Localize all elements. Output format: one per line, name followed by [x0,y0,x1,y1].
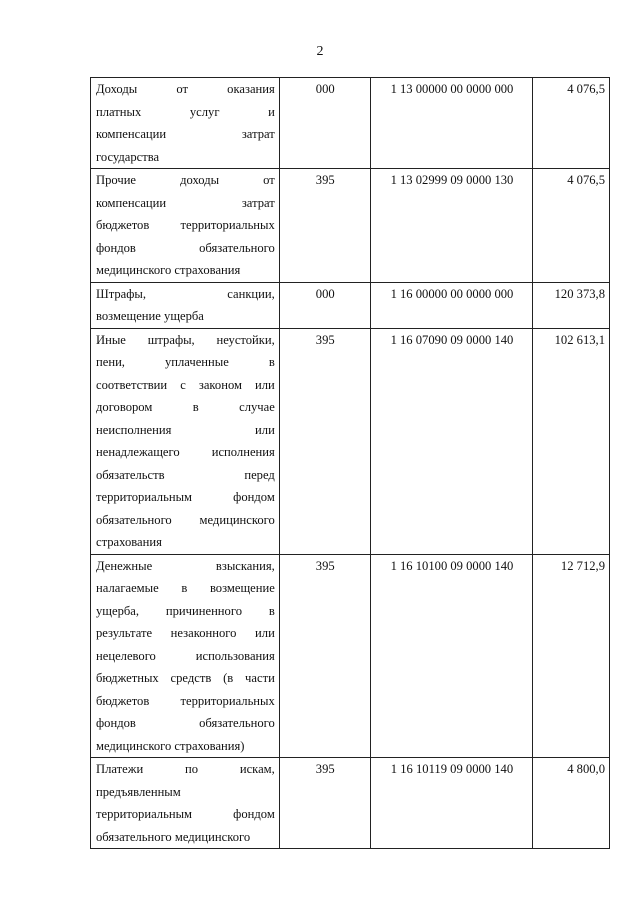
revenue-name-line: Штрафы, санкции, [96,286,275,301]
revenue-name-cell [91,169,280,283]
amount-cell: 12 712,9 [533,554,610,758]
revenue-name-line: результате незаконного или [96,626,275,640]
revenue-name-line: компенсации затрат [96,127,275,141]
revenue-name-line: бюджетов территориальных [96,218,275,232]
revenue-name-line: возмещение ущерба [96,309,204,323]
revenue-name-line: платных услуг и [96,104,275,119]
revenue-name-line: пени, уплаченные в [96,355,275,369]
revenue-name-line: бюджетов территориальных [96,693,275,708]
revenue-name-line: обязательств перед [96,467,275,482]
revenue-name-line: договором в случае [96,400,275,414]
revenue-name-line: обязательного медицинского [96,512,275,527]
table-row [91,758,610,849]
revenue-name-line: Платежи по искам, [96,762,275,776]
budget-classification-code-cell: 1 13 00000 00 0000 000 [370,78,533,169]
revenue-name-line: компенсации затрат [96,195,275,210]
revenue-name-cell [91,758,280,849]
revenue-name-cell [91,554,280,758]
revenue-name-line: налагаемые в возмещение [96,581,275,595]
page-number: 2 [316,44,324,59]
revenue-name-line: нецелевого использования [96,648,275,663]
revenue-name-line: медицинского страхования) [96,738,245,753]
revenue-name-cell [91,328,280,554]
revenue-name-line: территориальным фондом [96,490,275,504]
revenue-name-line: страхования [96,535,162,549]
revenue-name-cell [91,78,280,169]
budget-classification-code-cell: 1 16 10119 09 0000 140 [370,758,533,849]
revenue-name-line: предъявленным [96,784,181,799]
admin-code-cell: 000 [279,78,370,169]
table-row [91,78,610,169]
budget-classification-code-cell: 1 13 02999 09 0000 130 [370,169,533,283]
revenue-name-line: фондов обязательного [96,240,275,255]
revenue-name-line: медицинского страхования [96,263,241,277]
admin-code-cell: 395 [279,758,370,849]
revenue-name-line: соответствии с законом или [96,377,275,392]
revenue-name-line: ненадлежащего исполнения [96,445,275,459]
revenue-name-line: Доходы от оказания [96,82,275,96]
amount-cell: 4 076,5 [533,169,610,283]
revenue-name-line: государства [96,149,160,164]
revenue-name-line: бюджетных средств (в части [96,671,275,685]
admin-code-cell: 000 [279,282,370,328]
revenue-name-line: фондов обязательного [96,716,275,730]
revenue-name-cell [91,282,280,328]
table-row [91,169,610,283]
revenue-name-line: территориальным фондом [96,807,275,821]
revenue-name-line: Денежные взыскания, [96,558,275,573]
revenue-name-line: ущерба, причиненного в [96,603,275,618]
amount-cell: 102 613,1 [533,328,610,554]
budget-classification-code-cell: 1 16 07090 09 0000 140 [370,328,533,554]
revenue-name-line: Прочие доходы от [96,173,275,187]
revenue-name-line: неисполнения или [96,422,275,437]
amount-cell: 120 373,8 [533,282,610,328]
budget-revenue-table [90,77,610,849]
table-row [91,328,610,554]
budget-classification-code-cell: 1 16 00000 00 0000 000 [370,282,533,328]
table-row [91,554,610,758]
revenue-name-line: обязательного медицинского [96,829,251,844]
admin-code-cell: 395 [279,169,370,283]
admin-code-cell: 395 [279,328,370,554]
revenue-name-line: Иные штрафы, неустойки, [96,332,275,347]
table-row [91,282,610,328]
amount-cell: 4 076,5 [533,78,610,169]
admin-code-cell: 395 [279,554,370,758]
amount-cell: 4 800,0 [533,758,610,849]
budget-classification-code-cell: 1 16 10100 09 0000 140 [370,554,533,758]
